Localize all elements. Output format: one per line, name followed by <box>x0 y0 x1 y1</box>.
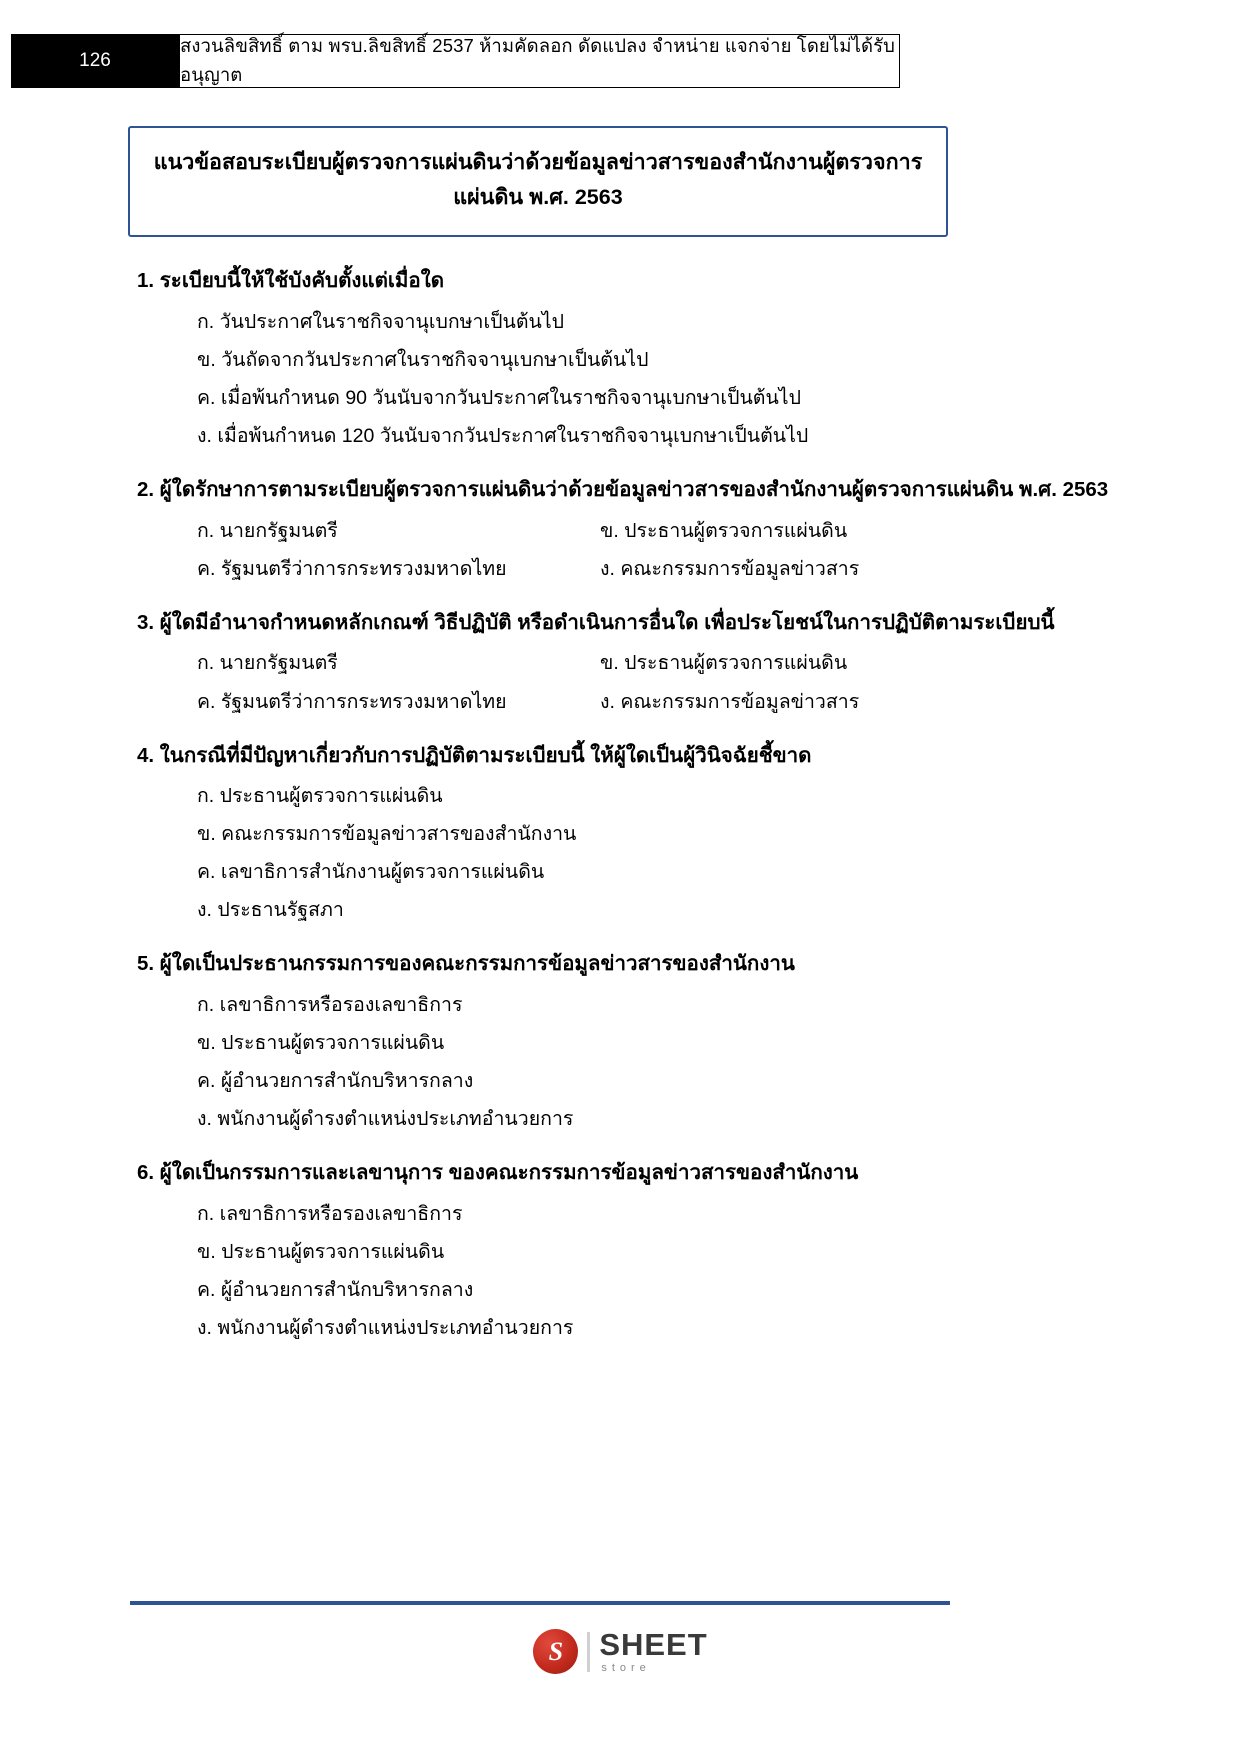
choice-option[interactable]: ค. รัฐมนตรีว่าการกระทรวงมหาดไทย <box>197 690 507 713</box>
page-title <box>128 126 948 237</box>
choice-list <box>0 1195 1241 1347</box>
choice-option[interactable]: ค. เมื่อพ้นกำหนด 90 วันนับจากวันประกาศในราชกิจจานุเบกษาเป็นต้นไป <box>197 386 801 409</box>
question-item <box>0 1157 1241 1347</box>
choice-option[interactable]: ง. คณะกรรมการข้อมูลข่าวสาร <box>600 690 860 713</box>
choice-option[interactable]: ค. ผู้อำนวยการสำนักบริหารกลาง <box>197 1279 474 1302</box>
page-header <box>0 34 1241 88</box>
choice-option[interactable]: ง. คณะกรรมการข้อมูลข่าวสาร <box>600 557 860 580</box>
question-item <box>0 740 1241 930</box>
choice-option[interactable]: ข. ประธานผู้ตรวจการแผ่นดิน <box>197 1241 445 1264</box>
choice-option[interactable]: ข. ประธานผู้ตรวจการแผ่นดิน <box>600 652 848 675</box>
choice-option[interactable]: ง. เมื่อพ้นกำหนด 120 วันนับจากวันประกาศในราชกิจจานุเบกษาเป็นต้นไป <box>197 424 809 447</box>
question-item <box>0 607 1241 721</box>
footer-logo <box>0 1629 1241 1674</box>
question-item <box>0 265 1241 455</box>
footer-divider <box>130 1601 950 1605</box>
choice-row <box>0 512 1241 550</box>
question-text: 1. ระเบียบนี้ให้ใช้บังคับตั้งแต่เมื่อใด <box>137 269 445 292</box>
page-title-line1: แนวข้อสอบระเบียบผู้ตรวจการแผ่นดินว่าด้วยข้อมูลข่าวสารของสำนักงานผู้ตรวจการแผ่นดิน พ.ศ. <box>153 150 923 210</box>
choice-option[interactable]: ข. คณะกรรมการข้อมูลข่าวสารของสำนักงาน <box>197 823 577 846</box>
choice-list <box>0 986 1241 1138</box>
page-number: 126 <box>11 34 179 88</box>
copyright-notice: สงวนลิขสิทธิ์ ตาม พรบ.ลิขสิทธิ์ 2537 ห้ามคัดลอก ดัดแปลง จำหน่าย แจกจ่าย โดยไม่ได้รับอนุญาต <box>179 34 900 88</box>
question-text: 6. ผู้ใดเป็นกรรมการและเลขานุการ ของคณะกรรมการข้อมูลข่าวสารของสำนักงาน <box>137 1161 859 1185</box>
choice-option[interactable]: ก. นายกรัฐมนตรี <box>197 519 338 542</box>
logo-wordmark <box>599 1629 707 1674</box>
question-item <box>0 474 1241 588</box>
choice-option[interactable]: ข. วันถัดจากวันประกาศในราชกิจจานุเบกษาเป็นต้นไป <box>197 348 649 371</box>
question-text: 5. ผู้ใดเป็นประธานกรรมการของคณะกรรมการข้อมูลข่าวสารของสำนักงาน <box>137 952 795 976</box>
choice-list <box>0 512 1241 588</box>
choice-option[interactable]: ง. ประธานรัฐสภา <box>197 899 344 922</box>
choice-option[interactable]: ก. ประธานผู้ตรวจการแผ่นดิน <box>197 785 443 808</box>
choice-option[interactable]: ค. รัฐมนตรีว่าการกระทรวงมหาดไทย <box>197 557 507 580</box>
logo-divider <box>587 1632 590 1672</box>
logo-sub-text: store <box>601 1662 651 1674</box>
choice-list <box>0 777 1241 929</box>
choice-option[interactable]: ก. วันประกาศในราชกิจจานุเบกษาเป็นต้นไป <box>197 310 565 333</box>
choice-option[interactable]: ก. นายกรัฐมนตรี <box>197 652 338 675</box>
choice-row <box>0 644 1241 682</box>
logo-main-text: SHEET <box>599 1627 708 1662</box>
choice-option[interactable]: ข. ประธานผู้ตรวจการแผ่นดิน <box>197 1032 445 1055</box>
choice-option[interactable]: ค. ผู้อำนวยการสำนักบริหารกลาง <box>197 1070 474 1093</box>
choice-row <box>0 683 1241 721</box>
choice-row <box>0 550 1241 588</box>
choice-option[interactable]: ข. ประธานผู้ตรวจการแผ่นดิน <box>600 519 848 542</box>
choice-option[interactable]: ง. พนักงานผู้ดำรงตำแหน่งประเภทอำนวยการ <box>197 1317 574 1340</box>
choice-option[interactable]: ง. พนักงานผู้ดำรงตำแหน่งประเภทอำนวยการ <box>197 1108 574 1131</box>
sheet-logo-icon: S <box>533 1629 578 1674</box>
choice-list <box>0 644 1241 720</box>
question-list <box>0 246 1241 1347</box>
page-title-line2: 2563 <box>574 185 623 210</box>
choice-option[interactable]: ก. เลขาธิการหรือรองเลขาธิการ <box>197 1203 463 1226</box>
question-text: 3. ผู้ใดมีอำนาจกำหนดหลักเกณฑ์ วิธีปฏิบัติ หรือดำเนินการอื่นใด เพื่อประโยชน์ในการปฏิบัติตามระเบียบนี้ <box>137 610 1055 634</box>
choice-option[interactable]: ก. เลขาธิการหรือรองเลขาธิการ <box>197 994 463 1017</box>
choice-option[interactable]: ค. เลขาธิการสำนักงานผู้ตรวจการแผ่นดิน <box>197 861 545 884</box>
question-item <box>0 948 1241 1138</box>
question-text: 4. ในกรณีที่มีปัญหาเกี่ยวกับการปฏิบัติตามระเบียบนี้ ให้ผู้ใดเป็นผู้วินิจฉัยชี้ขาด <box>137 743 812 767</box>
choice-list <box>0 303 1241 455</box>
question-text: 2. ผู้ใดรักษาการตามระเบียบผู้ตรวจการแผ่นดินว่าด้วยข้อมูลข่าวสารของสำนักงานผู้ตรวจการแผ่นดิน พ.ศ. 2563 <box>137 477 1109 501</box>
